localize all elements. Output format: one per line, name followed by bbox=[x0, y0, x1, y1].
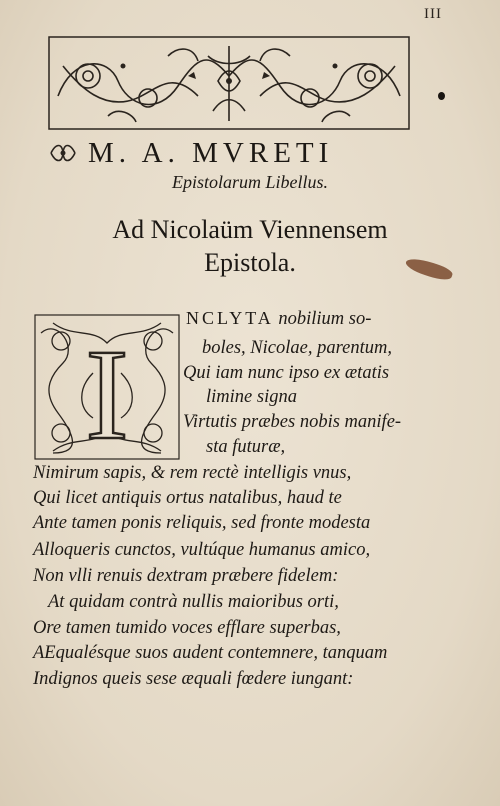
author-name: M. A. MVRETI bbox=[88, 136, 334, 169]
verse-line bbox=[186, 308, 371, 330]
verse-line: Ante tamen ponis reliquis, sed fronte modesta bbox=[33, 513, 371, 533]
verse-line: Indignos queis sese æquali fœdere iungant: bbox=[33, 669, 354, 689]
headpiece-ornament bbox=[48, 36, 410, 130]
verse-line: boles, Nicolae, parentum, bbox=[202, 338, 392, 358]
verse-line: Non vlli renuis dextram præbere fidelem: bbox=[33, 566, 339, 586]
verse-line: Virtutis præbes nobis manife- bbox=[183, 412, 402, 432]
drop-initial-letter: I bbox=[85, 323, 129, 461]
epistle-title-line: Epistola. bbox=[204, 248, 296, 277]
epistle-title-line: Ad Nicolaüm Viennensem bbox=[112, 215, 388, 244]
verse-line: AEqualésque suos audent contemnere, tanquam bbox=[33, 643, 388, 663]
verse-line: Nimirum sapis, & rem rectè intelligis vnus, bbox=[33, 463, 352, 483]
book-title: Epistolarum Libellus. bbox=[171, 172, 328, 192]
verse-line: sta futuræ, bbox=[206, 437, 286, 457]
first-line-text: nobilium so- bbox=[278, 309, 372, 329]
verse-line: Qui licet antiquis ortus natalibus, haud te bbox=[33, 488, 342, 508]
decorated-initial bbox=[33, 313, 181, 461]
ink-blot bbox=[438, 92, 445, 100]
verse-line: Ore tamen tumido voces efflare superbas, bbox=[33, 618, 341, 638]
verse-line: At quidam contrà nullis maioribus orti, bbox=[48, 592, 339, 612]
incipit-caps: NCLYTA bbox=[186, 308, 274, 328]
verse-line: limine signa bbox=[206, 387, 297, 407]
running-title bbox=[48, 136, 408, 170]
page-number: III bbox=[424, 6, 442, 22]
fleuron-icon bbox=[48, 140, 78, 166]
verse-line: Qui iam nunc ipso ex ætatis bbox=[183, 363, 390, 383]
verse-line: Alloqueris cunctos, vultúque humanus amico, bbox=[33, 540, 371, 560]
epistle-title bbox=[0, 213, 500, 279]
